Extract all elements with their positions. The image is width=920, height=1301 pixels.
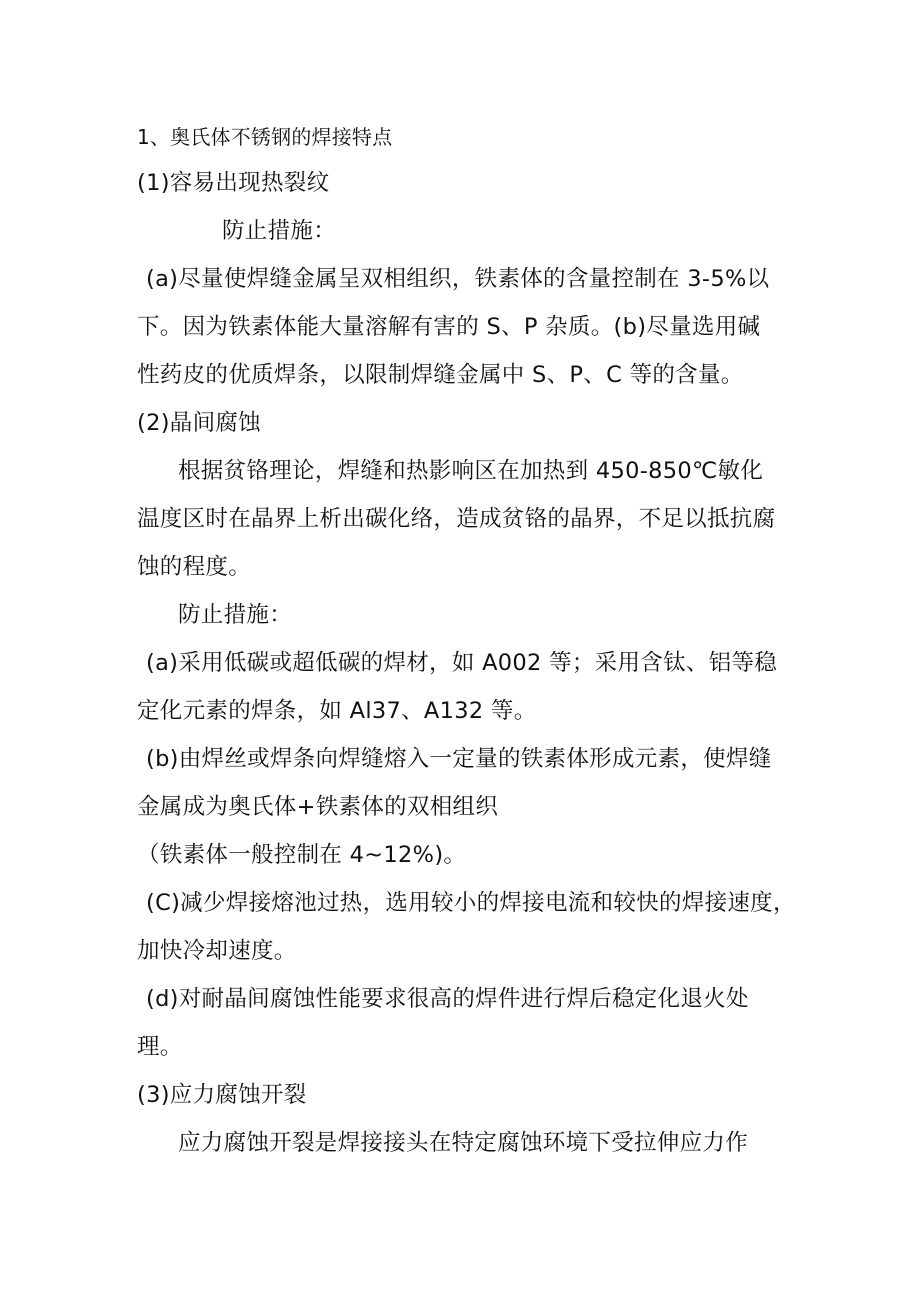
section-title: 1、奥氏体不锈钢的焊接特点 <box>137 125 393 149</box>
paragraph-line: 加快冷却速度。 <box>137 938 297 964</box>
subsection-heading-stress-corrosion: (3)应力腐蚀开裂 <box>137 1082 307 1108</box>
paragraph-line: (d)对耐晶间腐蚀性能要求很高的焊件进行焊后稳定化退火处 <box>146 986 749 1012</box>
paragraph-line: (b)由焊丝或焊条向焊缝熔入一定量的铁素体形成元素，使焊缝 <box>146 746 772 772</box>
prevention-heading: 防止措施： <box>178 602 293 628</box>
paragraph-line: 定化元素的焊条，如 Al37、A132 等。 <box>137 698 537 724</box>
paragraph-line: (C)减少焊接熔池过热，选用较小的焊接电流和较快的焊接速度， <box>146 890 796 916</box>
paragraph-line: 下。因为铁素体能大量溶解有害的 S、P 杂质。(b)尽量选用碱 <box>137 314 761 340</box>
subsection-heading-hot-cracks: (1)容易出现热裂纹 <box>137 170 330 196</box>
prevention-heading: 防止措施： <box>222 218 337 244</box>
paragraph-line: 应力腐蚀开裂是焊接接头在特定腐蚀环境下受拉伸应力作 <box>178 1130 749 1156</box>
subsection-heading-intergranular-corrosion: (2)晶间腐蚀 <box>137 410 261 436</box>
paragraph-line: 温度区时在晶界上析出碳化络，造成贫铬的晶界，不足以抵抗腐 <box>137 506 776 532</box>
paragraph-line: (a)尽量使焊缝金属呈双相组织，铁素体的含量控制在 3-5%以 <box>146 266 770 292</box>
paragraph-line: （铁素体一般控制在 4~12%)。 <box>137 842 467 868</box>
paragraph-line: 性药皮的优质焊条，以限制焊缝金属中 S、P、C 等的含量。 <box>137 362 744 388</box>
paragraph-line: (a)采用低碳或超低碳的焊材，如 A002 等；采用含钛、铝等稳 <box>146 650 778 676</box>
paragraph-line: 金属成为奥氏体+铁素体的双相组织 <box>137 794 499 820</box>
paragraph-line: 蚀的程度。 <box>137 554 252 580</box>
paragraph-line: 理。 <box>137 1034 183 1060</box>
paragraph-line: 根据贫铬理论，焊缝和热影响区在加热到 450-850℃敏化 <box>178 458 764 484</box>
